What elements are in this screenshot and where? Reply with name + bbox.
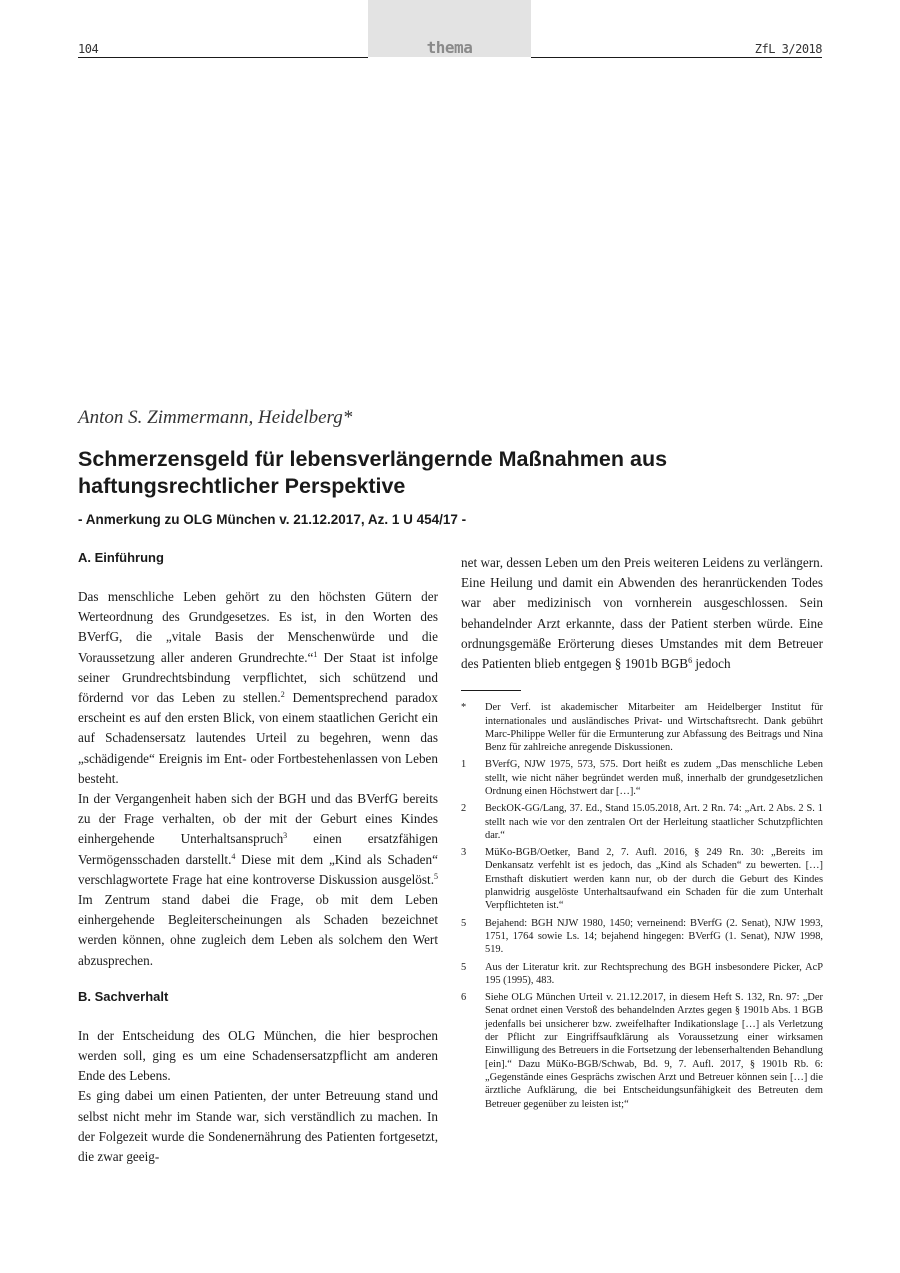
footnote-ref: 5: [434, 871, 438, 881]
right-column-body: [461, 553, 823, 674]
footnote-separator: [461, 690, 521, 691]
paragraph: In der Vergangenheit haben sich der BGH und das BVerfG bereits zu der Frage verhalten, ob der mit der Geburt eines Kindes einhergehende Unterhaltsanspruch$^3$ einen ersatzfähigen Vermögensschaden darstellt.$^4$ Diese mit dem „Kind als Schaden“ verschlagwortete Frage hat eine kontroverse Diskussion ausgelöst.$^5$ Im Zentrum stand dabei die Frage, ob mit dem Leben einhergehende Begleiterscheinungen als Schaden bezeichnet werden können, ohne zugleich dem Leben als solchem den Wert abzusprechen.: [78, 791, 438, 968]
footnote: 2 BeckOK-GG/Lang, 37. Ed., Stand 15.05.2018, Art. 2 Rn. 74: „Art. 2 Abs. 2 S. 1 stellt nach wie vor den zentralen Ort der Herleitung staatlicher Schutzpflichten dar.“: [461, 803, 823, 841]
footnotes: [461, 701, 823, 1111]
footnote-ref: 6: [688, 656, 693, 666]
right-column: [461, 553, 823, 1115]
author-line: Anton S. Zimmermann, Heidelberg*: [78, 407, 353, 428]
section-b-body: [78, 1026, 438, 1167]
header-rule-right: [531, 57, 822, 58]
paragraph: net war, dessen Leben um den Preis weiteren Leidens zu verlängern. Eine Heilung und damit ein Abwenden des heranrückenden Todes war aber medizinisch von vornherein ausgeschlossen. Sein behandelnder Arzt erkannte, dass der Patient sterben würde. Eine ordnungsgemäße Erörterung dieses Umstandes mit dem Betreuer des Patienten blieb entgegen § 1901b BGB$^6$ jedoch: [461, 555, 823, 672]
issue-label: ZfL 3/2018: [754, 42, 822, 56]
footnote-ref: 2: [280, 690, 285, 700]
footnote: 5 Aus der Literatur krit. zur Rechtsprechung des BGH insbesondere Picker, AcP 195 (1995), 483.: [461, 961, 823, 986]
paragraph: Es ging dabei um einen Patienten, der unter Betreuung stand und selbst nicht mehr im Stande war, sich verständlich zu machen. In der Folgezeit wurde die Sondenernährung des Patienten fortgesetzt, die zwar geeig-: [78, 1088, 438, 1165]
article-subtitle: - Anmerkung zu OLG München v. 21.12.2017, Az. 1 U 454/17 -: [78, 512, 467, 527]
footnote-ref: 4: [231, 851, 236, 861]
footnote: 1 BVerfG, NJW 1975, 573, 575. Dort heißt es zudem „Das menschliche Leben stellt, wie nicht näher begründet werden muß, innerhalb der grundgesetzlichen Ordnung einen Höchstwert dar […].“: [461, 759, 823, 797]
header-rule-left: [78, 57, 368, 58]
article-title: Schmerzensgeld für lebensverlängernde Maßnahmen aus haftungsrechtlicher Perspektive: [78, 447, 668, 498]
footnote: * Der Verf. ist akademischer Mitarbeiter am Heidelberger Institut für internationales und ausländisches Privat- und Wirtschaftsrecht. Dank gebührt Marc-Philippe Weller für die Ermunterung zur Abfassung des Beitrags und Nina Benz für zahlreiche anregende Diskussionen.: [461, 702, 823, 754]
section-a-body: [78, 587, 438, 971]
section-heading-b: B. Sachverhalt: [78, 988, 169, 1004]
section-tab-label: thema: [426, 38, 473, 57]
footnote: 6 Siehe OLG München Urteil v. 21.12.2017, in diesem Heft S. 132, Rn. 97: „Der Senat ordnet einen Verstoß des behandelnden Arztes gegen § 1901b Abs. 1 BGB jedenfalls bei unsicherer bzw. zweifelhafter Indikationslage […] als Verletzung der Pflicht zur Eingriffsaufklärung als Voraussetzung einer wirksamen Einwilligung des Betreuers in die Fortsetzung der lebenserhaltenden Behandlung [ein].“ Dazu MüKo-BGB/Schwab, Bd. 9, 7. Aufl. 2017, § 1901b Rb. 6: „Gegenstände eines Gesprächs zwischen Arzt und Betreuer können sein […] die ärztliche Aufklärung, die bei Entscheidungsunfähigkeit des Betreuten dem Betreuer gegenüber zu leisten ist;“: [461, 992, 823, 1110]
left-column: [78, 550, 438, 1167]
footnote: 5 Bejahend: BGH NJW 1980, 1450; verneinend: BVerfG (2. Senat), NJW 1993, 1751, 1764 sowie Ls. 14; bejahend hingegen: BVerfG (1. Senat), NJW 1998, 519.: [461, 917, 823, 956]
paragraph: Das menschliche Leben gehört zu den höchsten Gütern der Werteordnung des Grundgesetzes. Es ist, in den Worten des BVerfG, die „vitale Basis der Menschenwürde und die Voraussetzung aller anderen Grundrechte.“$^1$ Der Staat ist infolge seiner Grundrechtsbindung verpflichtet, sich schützend und fördernd vor das Leben zu stellen.$^2$ Dementsprechend paradox erscheint es auf den ersten Blick, von einem staatlichen Gericht ein auf Schadensersatz lautendes Urteil zu begehren, wenn das „schädigende“ Ereignis im Ent- oder Fortbestehenlassen von Leben besteht.: [78, 589, 439, 786]
footnote-ref: 3: [283, 831, 288, 841]
footnote-ref: 1: [313, 649, 318, 659]
footnote: 3 MüKo-BGB/Oetker, Band 2, 7. Aufl. 2016, § 249 Rn. 30: „Bereits im Denkansatz verfehlt ist es jedoch, das „Kind als Schaden“ zu bewerten. […] Ernsthaft diskutiert werden kann nur, ob der durch die Geburt des Kindes planwidrig ausgelöste Unterhaltsaufwand ein Schaden für die zum Unterhalt Verpflichteten ist.“: [461, 847, 823, 912]
page-number: 104: [78, 42, 99, 56]
section-heading-a: A. Einführung: [78, 550, 164, 565]
paragraph: In der Entscheidung des OLG München, die hier besprochen werden soll, ging es um eine Schadensersatzpflicht am anderen Ende des Lebens.: [78, 1027, 438, 1084]
section-tab: [368, 0, 531, 57]
